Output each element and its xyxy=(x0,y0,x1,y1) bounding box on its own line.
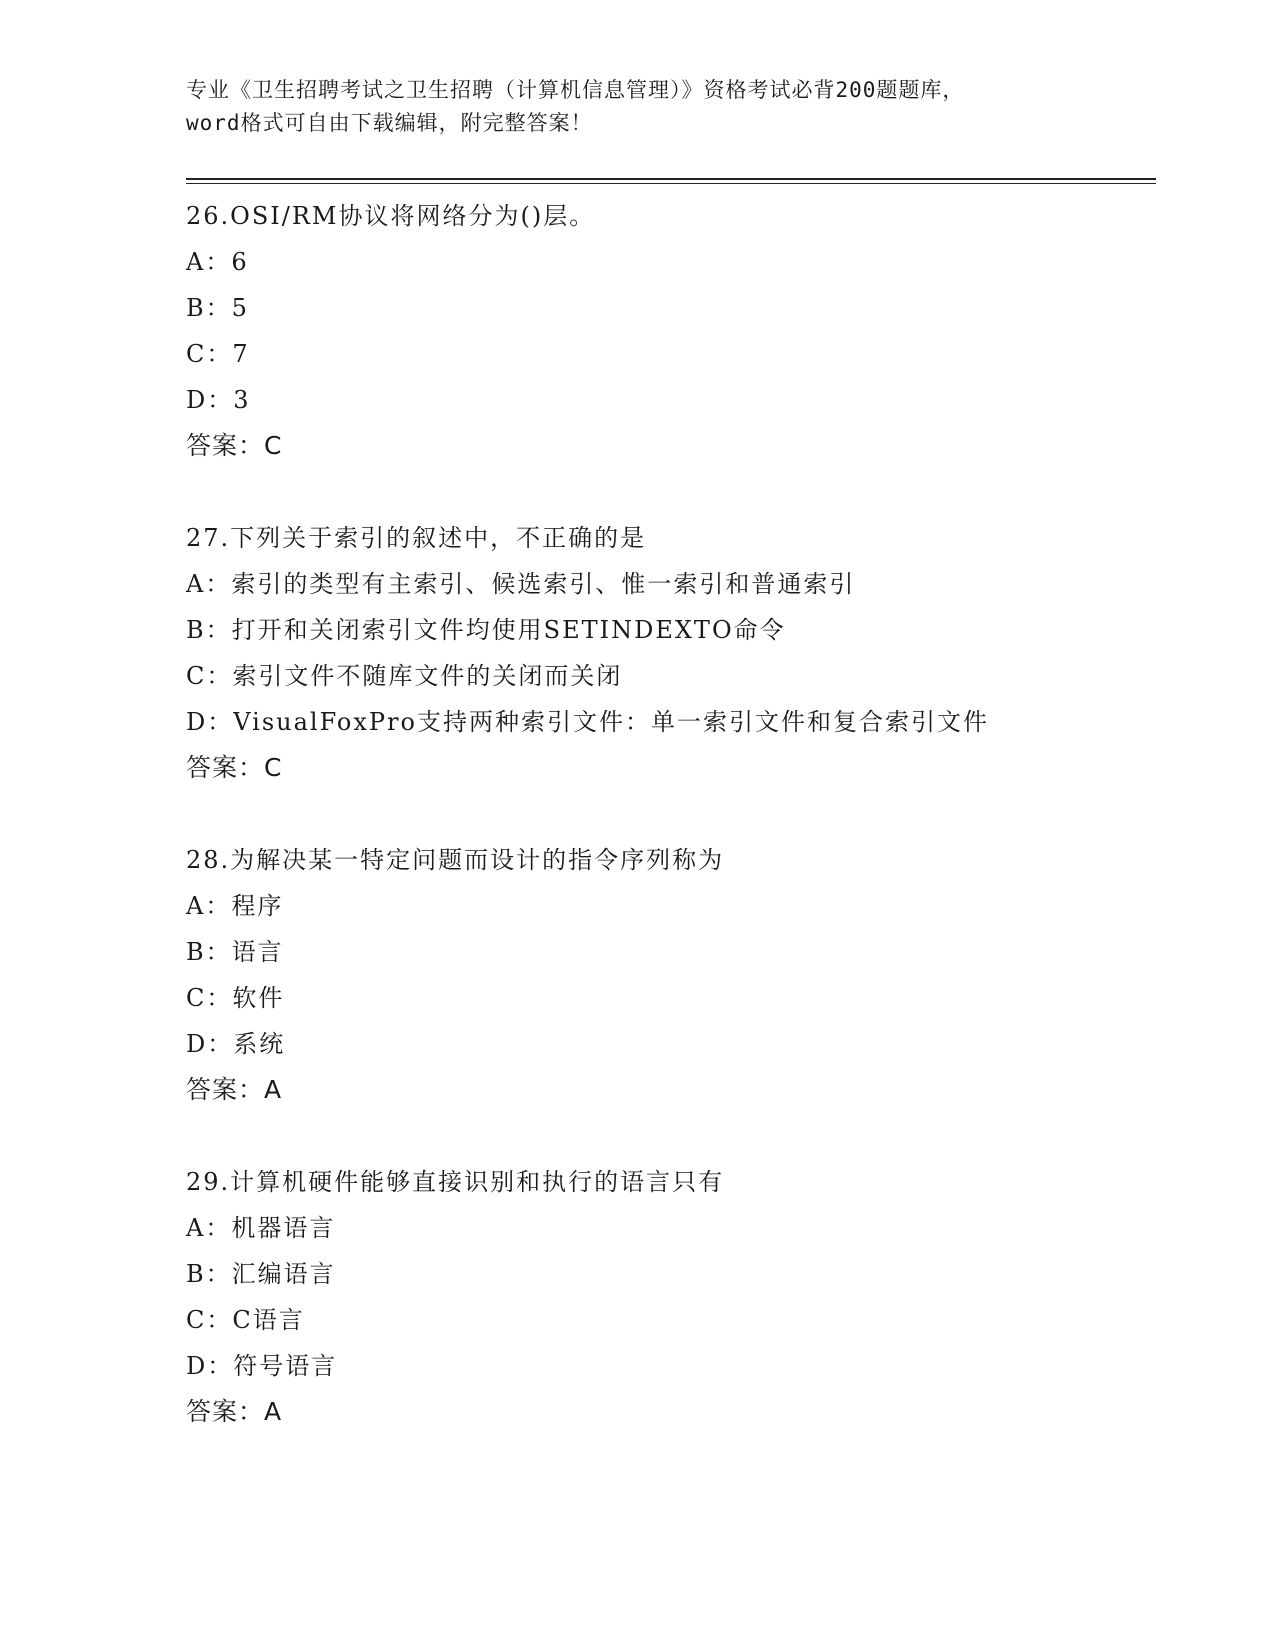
question-28 xyxy=(186,837,1156,1113)
answer-label: 答案：C xyxy=(186,753,283,782)
option-c: C：软件 xyxy=(186,984,285,1012)
option-b: B：语言 xyxy=(186,938,284,966)
answer-label: 答案：A xyxy=(186,1075,283,1104)
question-29 xyxy=(186,1159,1156,1435)
header-line-2: word格式可自由下载编辑，附完整答案！ xyxy=(186,111,593,135)
option-a: A：机器语言 xyxy=(186,1214,336,1242)
question-stem: 28.为解决某一特定问题而设计的指令序列称为 xyxy=(186,846,725,874)
question-26 xyxy=(186,193,1156,469)
answer-label: 答案：A xyxy=(186,1397,283,1426)
option-d: D：3 xyxy=(186,386,251,414)
option-a: A：索引的类型有主索引、候选索引、惟一索引和普通索引 xyxy=(186,570,856,598)
option-a: A：6 xyxy=(186,248,249,276)
option-b: B：汇编语言 xyxy=(186,1260,336,1288)
question-stem: 26.OSI/RM协议将网络分为()层。 xyxy=(186,202,596,230)
option-d: D：系统 xyxy=(186,1030,286,1058)
option-d: D：VisualFoxPro支持两种索引文件：单一索引文件和复合索引文件 xyxy=(186,708,989,736)
question-stem: 27.下列关于索引的叙述中，不正确的是 xyxy=(186,524,647,552)
option-c: C：7 xyxy=(186,340,250,368)
option-a: A：程序 xyxy=(186,892,284,920)
question-stem: 29.计算机硬件能够直接识别和执行的语言只有 xyxy=(186,1168,725,1196)
option-c: C：索引文件不随库文件的关闭而关闭 xyxy=(186,662,623,690)
document-header xyxy=(186,74,1086,140)
question-27 xyxy=(186,515,1156,791)
question-list xyxy=(186,193,1156,1481)
option-d: D：符号语言 xyxy=(186,1352,338,1380)
option-b: B：打开和关闭索引文件均使用SETINDEXTO命令 xyxy=(186,616,786,644)
header-line-1: 专业《卫生招聘考试之卫生招聘（计算机信息管理）》资格考试必背200题题库， xyxy=(186,78,965,102)
header-divider xyxy=(186,178,1156,184)
answer-label: 答案：C xyxy=(186,431,283,460)
option-b: B：5 xyxy=(186,294,249,322)
option-c: C：C语言 xyxy=(186,1306,305,1334)
